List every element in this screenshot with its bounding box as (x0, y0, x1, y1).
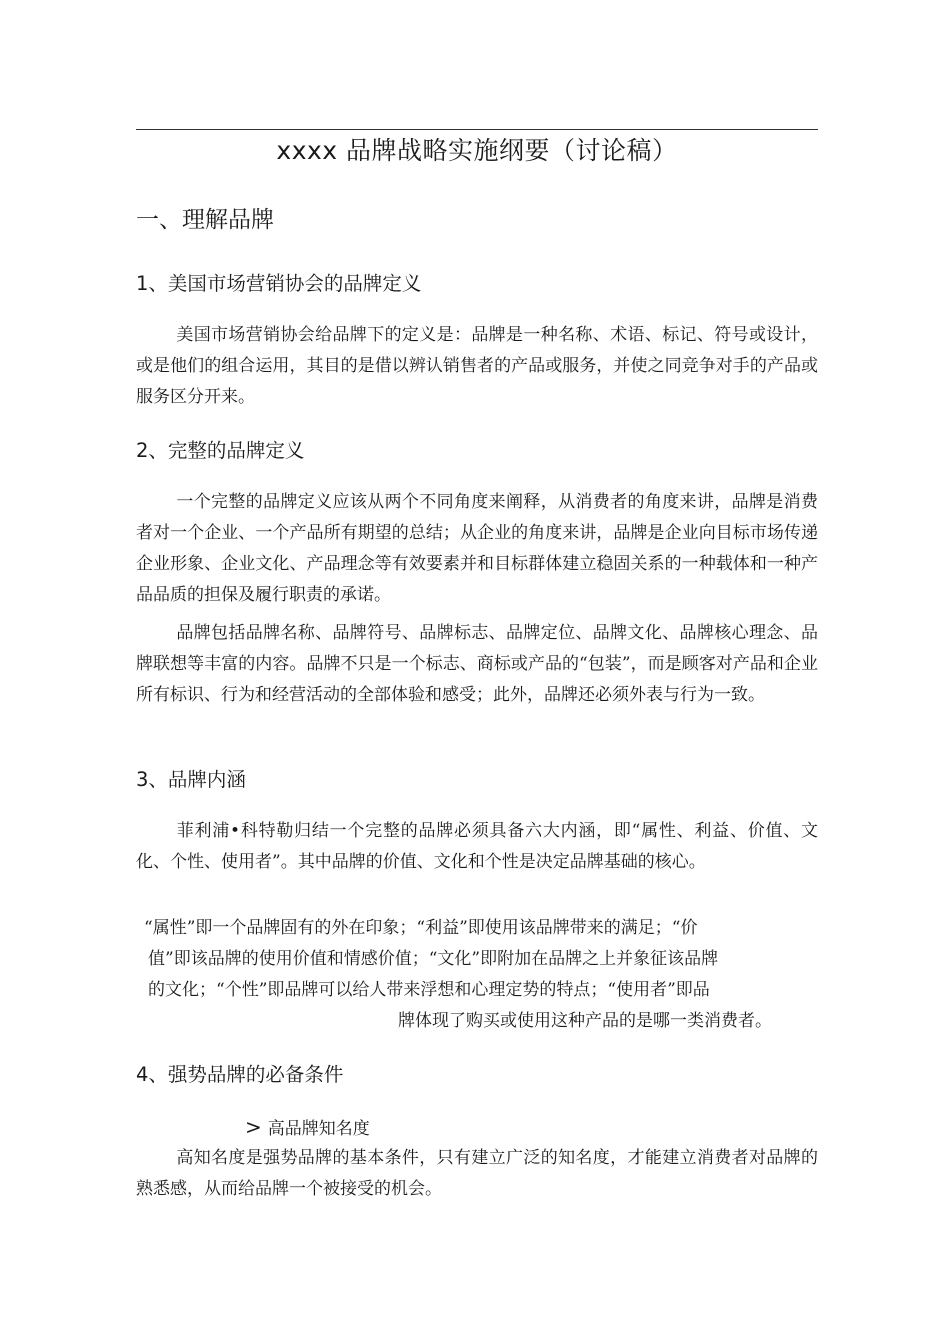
subsection-heading-4: 4、强势品牌的必备条件 (136, 1063, 344, 1086)
header-rule (136, 129, 818, 130)
paragraph-awareness (136, 1143, 818, 1205)
paragraph-brand-connotation (136, 816, 818, 878)
chevron-right-icon: > (245, 1115, 262, 1139)
subsection-heading-1: 1、美国市场营销协会的品牌定义 (136, 272, 422, 295)
paragraph-text: 美国市场营销协会给品牌下的定义是：品牌是一种名称、术语、标记、符号或设计，或是他们的组合运用，其目的是借以辨认销售者的产品或服务，并使之同竞争对手的产品或服务区分开来。 (136, 325, 818, 407)
paragraph-text: 菲利浦•科特勒归结一个完整的品牌必须具备六大内涵，即“属性、利益、价值、文化、个性、使用者”。其中品牌的价值、文化和个性是决定品牌基础的核心。 (136, 821, 818, 872)
connotation-line-2: 值”即该品牌的使用价值和情感价值；“文化”即附加在品牌之上并象征该品牌 (148, 949, 719, 969)
paragraph-complete-definition (136, 487, 818, 611)
subsection-heading-3: 3、品牌内涵 (136, 768, 246, 791)
bullet-item (245, 1113, 370, 1143)
paragraph-text: 高知名度是强势品牌的基本条件，只有建立广泛的知名度，才能建立消费者对品牌的熟悉感，从而给品牌一个被接受的机会。 (136, 1148, 818, 1199)
paragraph-text: 品牌包括品牌名称、品牌符号、品牌标志、品牌定位、品牌文化、品牌核心理念、品牌联想等丰富的内容。品牌不只是一个标志、商标或产品的“包装”，而是顾客对产品和企业所有标识、行为和经营活动的全部体验和感受；此外，品牌还必须外表与行为一致。 (136, 623, 818, 705)
connotation-line-4: 牌体现了购买或使用这种产品的是哪一类消费者。 (398, 1011, 772, 1031)
paragraph-text: 一个完整的品牌定义应该从两个不同角度来阐释，从消费者的角度来讲，品牌是消费者对一个企业、一个产品所有期望的总结；从企业的角度来讲，品牌是企业向目标市场传递企业形象、企业文化、产品理念等有效要素并和目标群体建立稳固关系的一种载体和一种产品品质的担保及履行职责的承诺。 (136, 492, 818, 605)
document-title: xxxx 品牌战略实施纲要（讨论稿） (276, 136, 678, 165)
connotation-line-3: 的文化；“个性”即品牌可以给人带来浮想和心理定势的特点；“使用者”即品 (148, 980, 710, 1000)
section-heading-1: 一、理解品牌 (136, 207, 274, 233)
subsection-heading-2: 2、完整的品牌定义 (136, 439, 305, 462)
paragraph-brand-contents (136, 618, 818, 711)
bullet-label: 高品牌知名度 (267, 1119, 370, 1139)
connotation-line-1: “属性”即一个品牌固有的外在印象；“利益”即使用该品牌带来的满足；“价 (144, 918, 698, 938)
paragraph-ama-definition (136, 320, 818, 413)
